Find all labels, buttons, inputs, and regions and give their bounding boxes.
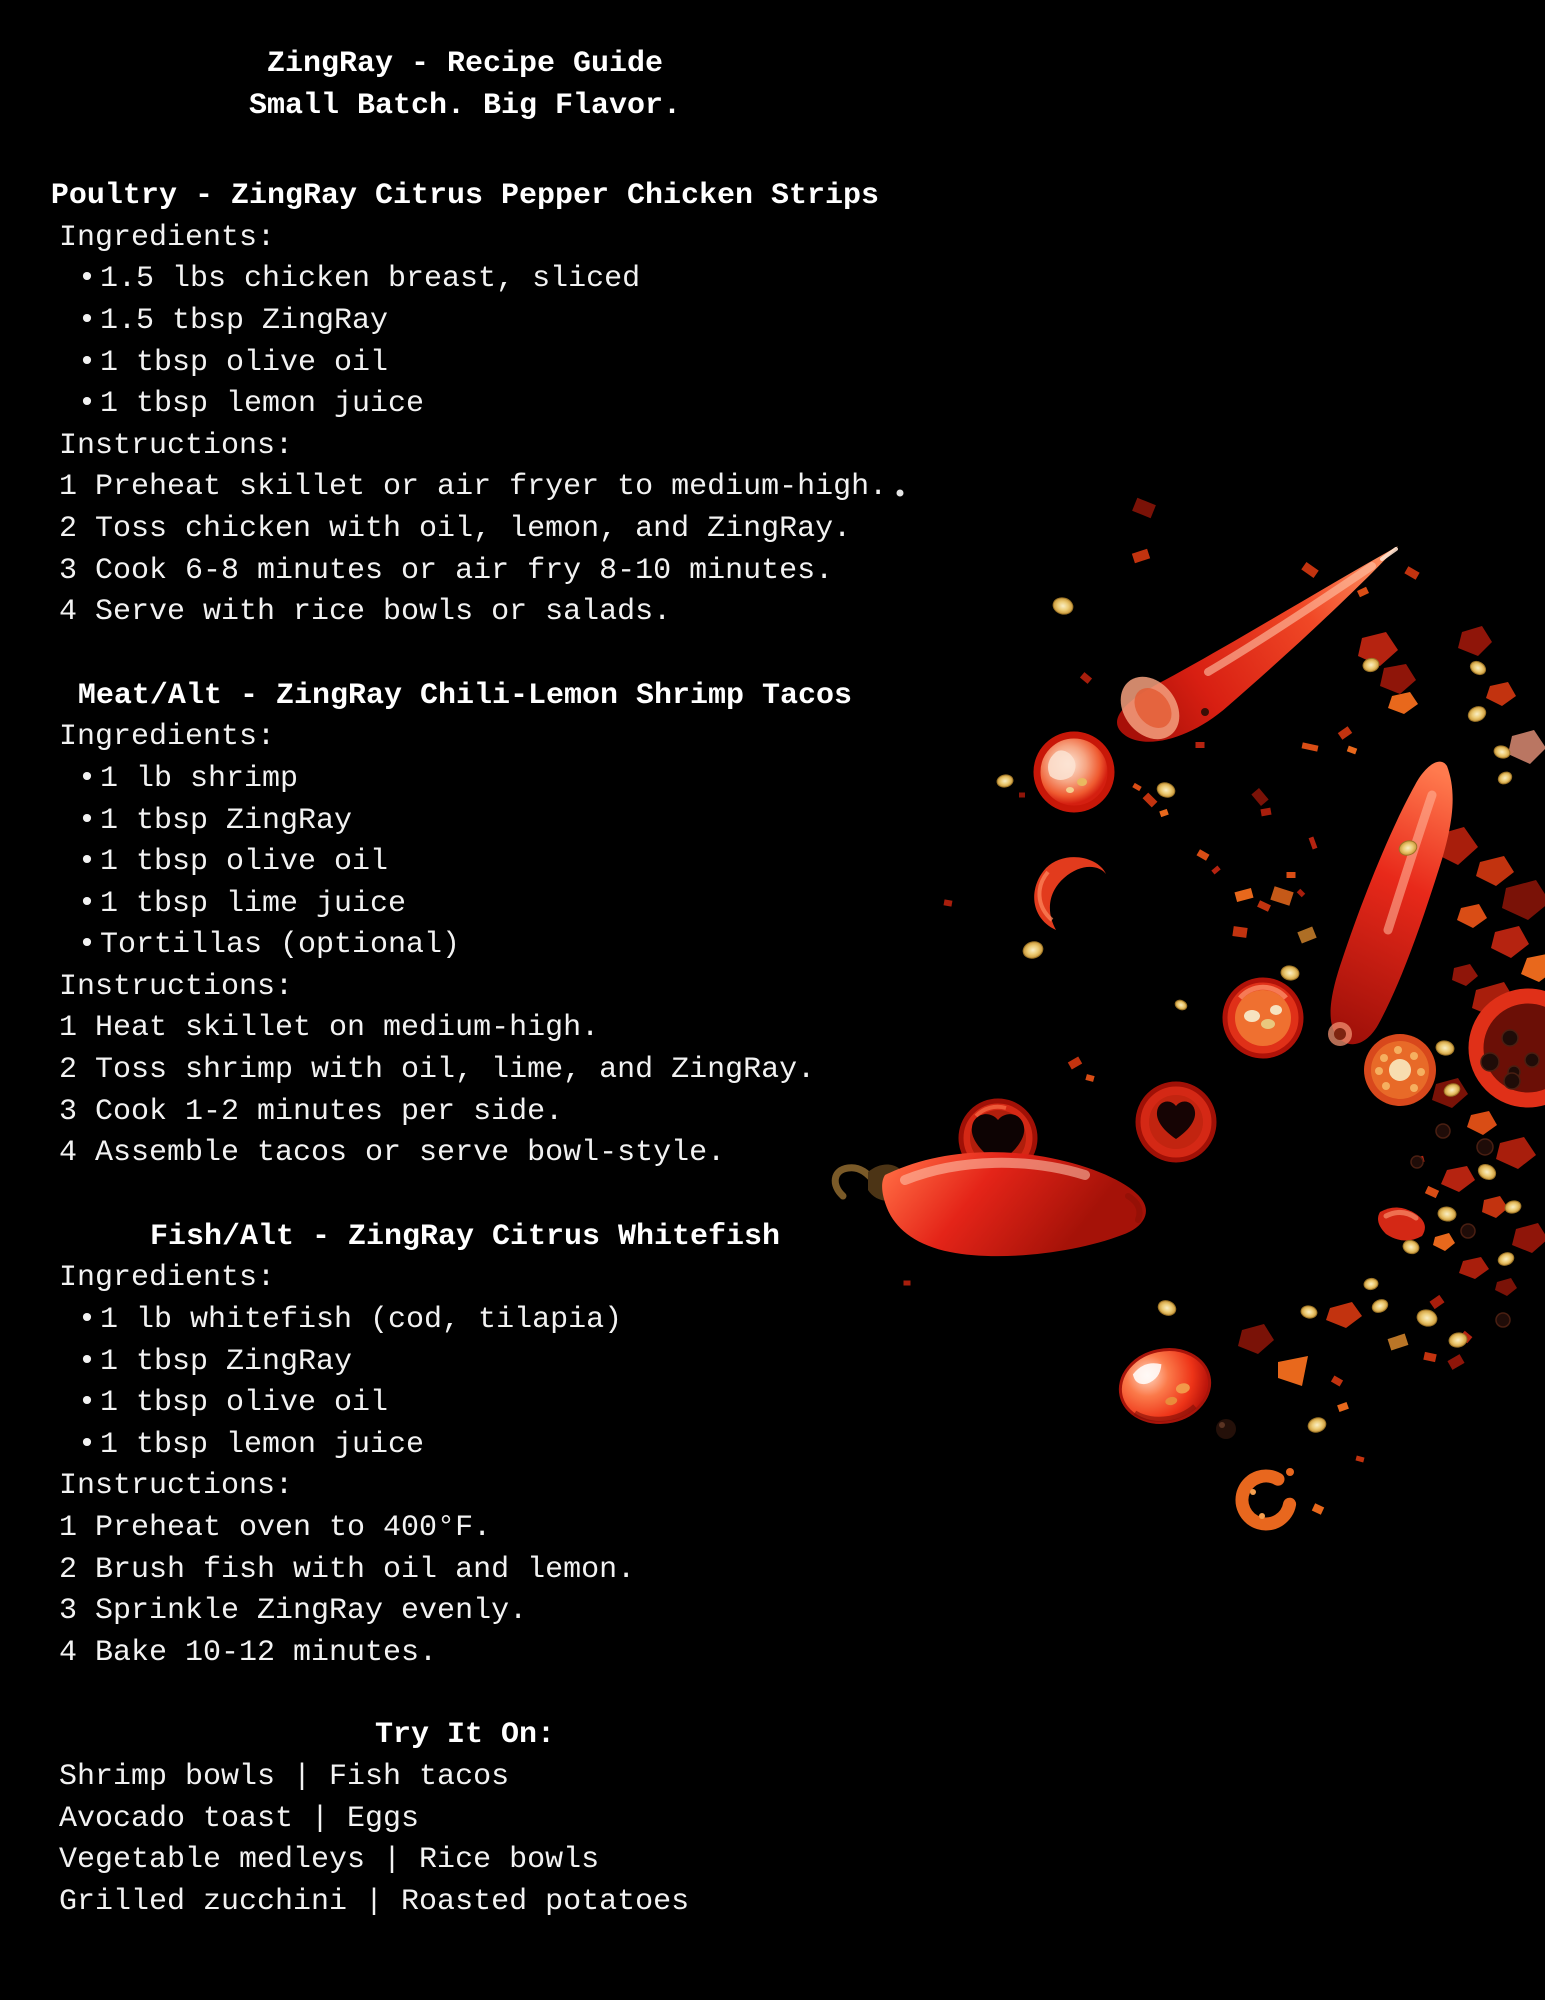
ingredient-item: • 1 tbsp ZingRay [0,801,930,843]
bullet-icon: • [78,1303,97,1338]
ingredient-item: • Tortillas (optional) [0,925,930,967]
instruction-step: 2 Brush fish with oil and lemon. [59,1552,636,1587]
bullet-icon: • [78,1427,97,1462]
try-it-on-heading: Try It On: [374,1718,556,1753]
chili-pepper-right [1328,762,1453,1046]
instruction-step: 4 Bake 10-12 minutes. [59,1635,438,1670]
instruction-step: 4 Assemble tacos or serve bowl-style. [59,1136,726,1171]
ingredients-label: Ingredients: [59,1261,276,1296]
bullet-icon: • [78,803,97,838]
chili-pepper-bottom [835,1152,1146,1256]
pepper-slice-textured [1364,1034,1436,1106]
instruction-step: 1 Preheat oven to 400°F. [59,1511,492,1545]
ingredient-item: • 1.5 tbsp ZingRay [0,301,930,343]
bullet-icon: • [78,845,97,880]
page-subtitle: Small Batch. Big Flavor. [248,88,682,123]
instructions-label: Instructions: [59,1469,294,1504]
ingredient-item: • 1 tbsp ZingRay [0,1342,930,1384]
ingredient-item: • 1 tbsp olive oil [0,343,930,385]
instruction-step: 3 Cook 6-8 minutes or air fry 8-10 minutes. [59,553,834,588]
ingredient-item: • 1 tbsp lime juice [0,884,930,926]
try-it-on-line: Avocado toast | Eggs [59,1801,420,1836]
instruction-step: 1 Preheat skillet or air fryer to medium-high. [59,470,888,505]
instructions-label: Instructions: [59,969,294,1004]
bullet-icon: • [78,345,97,380]
page-title: ZingRay - Recipe Guide [266,47,664,81]
ingredient-item: • 1 tbsp olive oil [0,842,930,884]
bullet-icon: • [78,303,97,338]
bullet-icon: • [78,886,97,921]
instruction-step: 1 Heat skillet on medium-high. [59,1011,600,1046]
section-heading: Fish/Alt - ZingRay Citrus Whitefish [149,1219,781,1254]
try-it-on-line: Vegetable medleys | Rice bowls [59,1843,600,1878]
instruction-step: 3 Cook 1-2 minutes per side. [59,1094,564,1129]
bullet-icon: • [78,387,97,422]
instruction-step: 4 Serve with rice bowls or salads. [59,595,672,630]
ingredients-label: Ingredients: [59,720,276,755]
try-it-on-line: Grilled zucchini | Roasted potatoes [59,1884,690,1919]
tomato-slice [1113,1341,1216,1430]
broken-pepper-ring [1242,1468,1324,1524]
ingredient-item: • 1 lb whitefish (cod, tilapia) [0,1300,930,1342]
section-heading: Poultry - ZingRay Citrus Pepper Chicken Strips [50,179,880,214]
ingredient-item: • 1.5 lbs chicken breast, sliced [0,259,930,301]
ingredients-label: Ingredients: [59,220,276,255]
pepper-slice-seeded [1225,980,1301,1056]
try-it-on-line: Shrimp bowls | Fish tacos [59,1759,510,1794]
instructions-label: Instructions: [59,428,294,463]
chili-explosion-art [730,470,1545,1600]
bullet-icon: • [78,928,97,963]
ingredient-item: • 1 tbsp lemon juice [0,1425,930,1467]
bullet-icon: • [78,1344,97,1379]
ingredient-item: • 1 tbsp olive oil [0,1383,930,1425]
bullet-icon: • [78,262,97,297]
pepper-curl [1034,857,1106,930]
section-heading: Meat/Alt - ZingRay Chili-Lemon Shrimp Tacos [77,678,853,713]
try-it-on-section [0,1715,930,1923]
instruction-step: 2 Toss chicken with oil, lemon, and ZingRay. [59,511,852,546]
bullet-icon: • [78,761,97,796]
pepper-slice-bright [1037,735,1111,809]
pepper-slice-back [1138,1084,1214,1160]
chili-pepper-cone [1109,546,1398,751]
instruction-step: 3 Sprinkle ZingRay evenly. [59,1594,528,1629]
peppercorn [1216,1419,1236,1439]
bullet-icon: • [78,1386,97,1421]
ingredient-item: • 1 tbsp lemon juice [0,384,930,426]
instruction-step: 2 Toss shrimp with oil, lime, and ZingRay. [59,1053,816,1088]
ingredient-item: • 1 lb shrimp [0,759,930,801]
